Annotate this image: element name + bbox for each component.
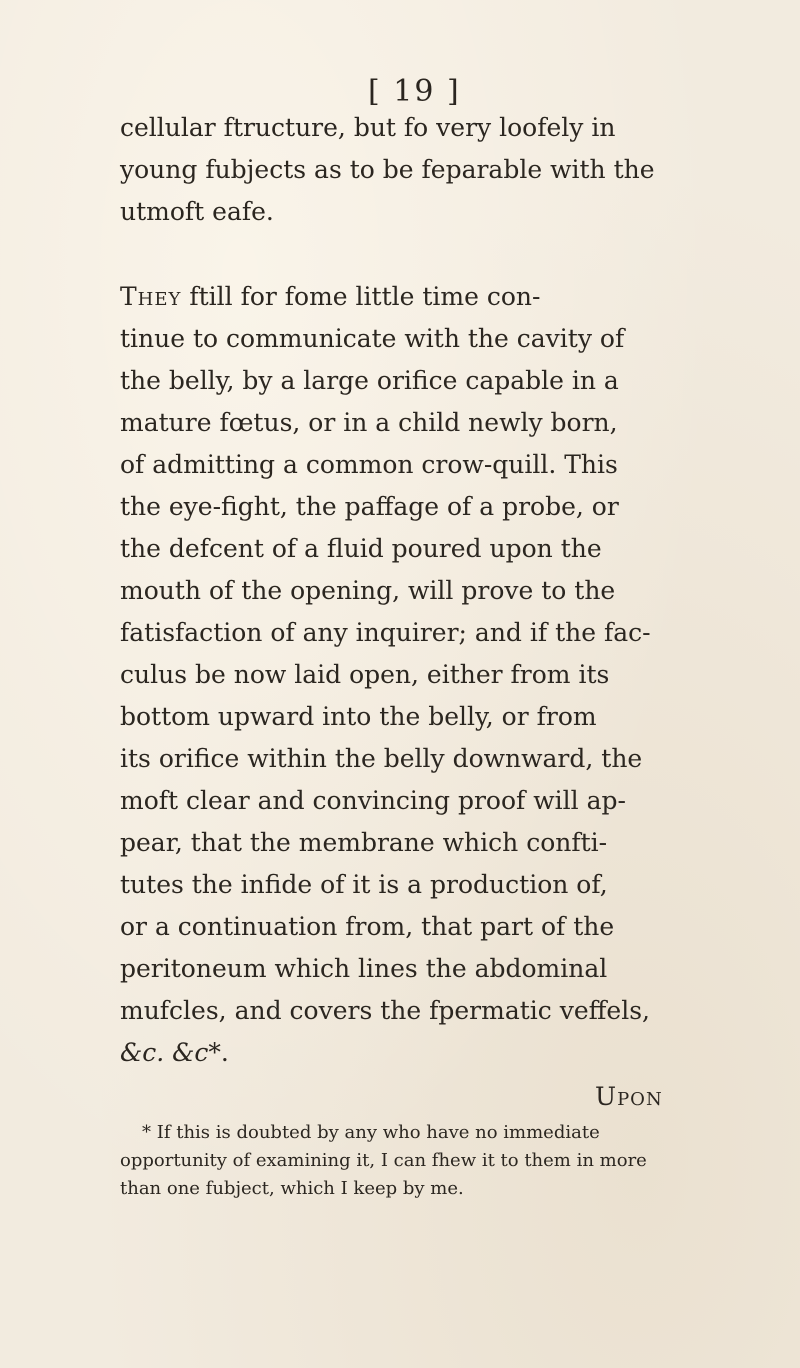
text-line: mouth of the opening, will prove to the [120, 576, 616, 605]
text-line: tinue to communicate with the cavity of [120, 324, 625, 353]
text-line: of admitting a common crow-quill. This [120, 450, 618, 479]
catchword: Upon [595, 1082, 663, 1111]
text-line: utmoft eafe. [120, 197, 274, 226]
footnote-line: opportunity of examining it, I can fhew it to them in more [120, 1150, 647, 1171]
text-line-lead [120, 284, 540, 309]
text-line: moft clear and convincing proof will ap- [120, 786, 626, 815]
text-line-final [120, 1040, 229, 1065]
text-line: the defcent of a fluid poured upon the [120, 534, 602, 563]
text-line: the belly, by a large orifice capable in a [120, 366, 619, 395]
text-line: bottom upward into the belly, or from [120, 702, 597, 731]
lead-line-rest: ftill for fome little time con- [189, 282, 541, 311]
text-line: tutes the infide of it is a production of, [120, 870, 608, 899]
text-line: pear, that the membrane which confti- [120, 828, 608, 857]
text-line: mufcles, and covers the fpermatic veffels, [120, 996, 650, 1025]
text-line: fatisfaction of any inquirer; and if the fac- [120, 618, 651, 647]
footnote-line: * If this is doubted by any who have no immediate [142, 1122, 600, 1143]
text-line: or a continuation from, that part of the [120, 912, 615, 941]
etcetera-text: &c. &c [120, 1038, 209, 1067]
text-line: its orifice within the belly downward, the [120, 744, 643, 773]
text-line: culus be now laid open, either from its [120, 660, 610, 689]
text-line: cellular ftructure, but fo very loofely in [120, 113, 616, 142]
footnote-marker: *. [208, 1038, 229, 1067]
footnote-line: than one fubject, which I keep by me. [120, 1178, 464, 1199]
page-number: [ 19 ] [368, 74, 461, 109]
lead-word: They [120, 282, 182, 311]
text-line: mature fœtus, or in a child newly born, [120, 408, 618, 437]
text-line: the eye-fight, the paffage of a probe, or [120, 492, 619, 521]
text-line: peritoneum which lines the abdominal [120, 954, 608, 983]
text-line: young fubjects as to be feparable with the [120, 155, 655, 184]
